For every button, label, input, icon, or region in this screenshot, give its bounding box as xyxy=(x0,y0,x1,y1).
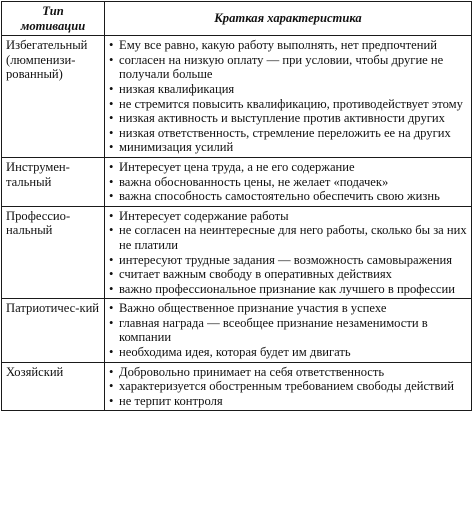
list-item: • считает важным свободу в оперативных действиях xyxy=(109,267,468,282)
characteristic-cell xyxy=(105,299,472,362)
list-item: • Интересует содержание работы xyxy=(109,209,468,224)
list-item: • не согласен на неинтересные для него работы, сколько бы за них не платили xyxy=(109,223,468,252)
list-item: • не терпит контроля xyxy=(109,394,468,409)
list-item: • низкая ответственность, стремление переложить ее на других xyxy=(109,126,468,141)
list-item: • согласен на низкую оплату — при условии, чтобы другие не получали больше xyxy=(109,53,468,82)
characteristic-list xyxy=(109,209,468,297)
list-item: • главная награда — всеобщее признание незаменимости в компании xyxy=(109,316,468,345)
characteristic-cell xyxy=(105,157,472,206)
header-characteristic: Краткая характеристика xyxy=(105,2,472,36)
header-motivation-type xyxy=(2,2,105,36)
list-item: • низкая квалификация xyxy=(109,82,468,97)
header-type-line-1: Тип xyxy=(42,4,64,18)
characteristic-list xyxy=(109,160,468,204)
list-item: • важна способность самостоятельно обеспечить свою жизнь xyxy=(109,189,468,204)
list-item: • характеризуется обостренным требованием свободы действий xyxy=(109,379,468,394)
table-row xyxy=(2,36,472,158)
characteristic-list xyxy=(109,365,468,409)
list-item: • важна обоснованность цены, не желает «подачек» xyxy=(109,175,468,190)
table-row xyxy=(2,157,472,206)
table-row xyxy=(2,206,472,299)
list-item: • не стремится повысить квалификацию, противодействует этому xyxy=(109,97,468,112)
list-item: • минимизация усилий xyxy=(109,140,468,155)
list-item: • Ему все равно, какую работу выполнять, нет предпочтений xyxy=(109,38,468,53)
motivation-type-name: Инструмен-тальный xyxy=(2,157,105,206)
motivation-types-table xyxy=(1,1,472,411)
table-row xyxy=(2,362,472,411)
list-item: • Важно общественное признание участия в успехе xyxy=(109,301,468,316)
list-item: • Добровольно принимает на себя ответственность xyxy=(109,365,468,380)
characteristic-cell xyxy=(105,206,472,299)
motivation-type-name: Патриотичес-кий xyxy=(2,299,105,362)
list-item: • необходима идея, которая будет им двигать xyxy=(109,345,468,360)
list-item: • Интересует цена труда, а не его содержание xyxy=(109,160,468,175)
list-item: • низкая активность и выступление против активности других xyxy=(109,111,468,126)
characteristic-list xyxy=(109,38,468,155)
characteristic-list xyxy=(109,301,468,359)
motivation-type-name: Хозяйский xyxy=(2,362,105,411)
characteristic-cell xyxy=(105,36,472,158)
motivation-type-name: Профессио-нальный xyxy=(2,206,105,299)
table-row xyxy=(2,299,472,362)
header-type-line-2: мотивации xyxy=(20,18,86,33)
characteristic-cell xyxy=(105,362,472,411)
list-item: • интересуют трудные задания — возможность самовыражения xyxy=(109,253,468,268)
motivation-type-name: Избегательный (люмпенизи-рованный) xyxy=(2,36,105,158)
table-header-row xyxy=(2,2,472,36)
list-item: • важно профессиональное признание как лучшего в профессии xyxy=(109,282,468,297)
